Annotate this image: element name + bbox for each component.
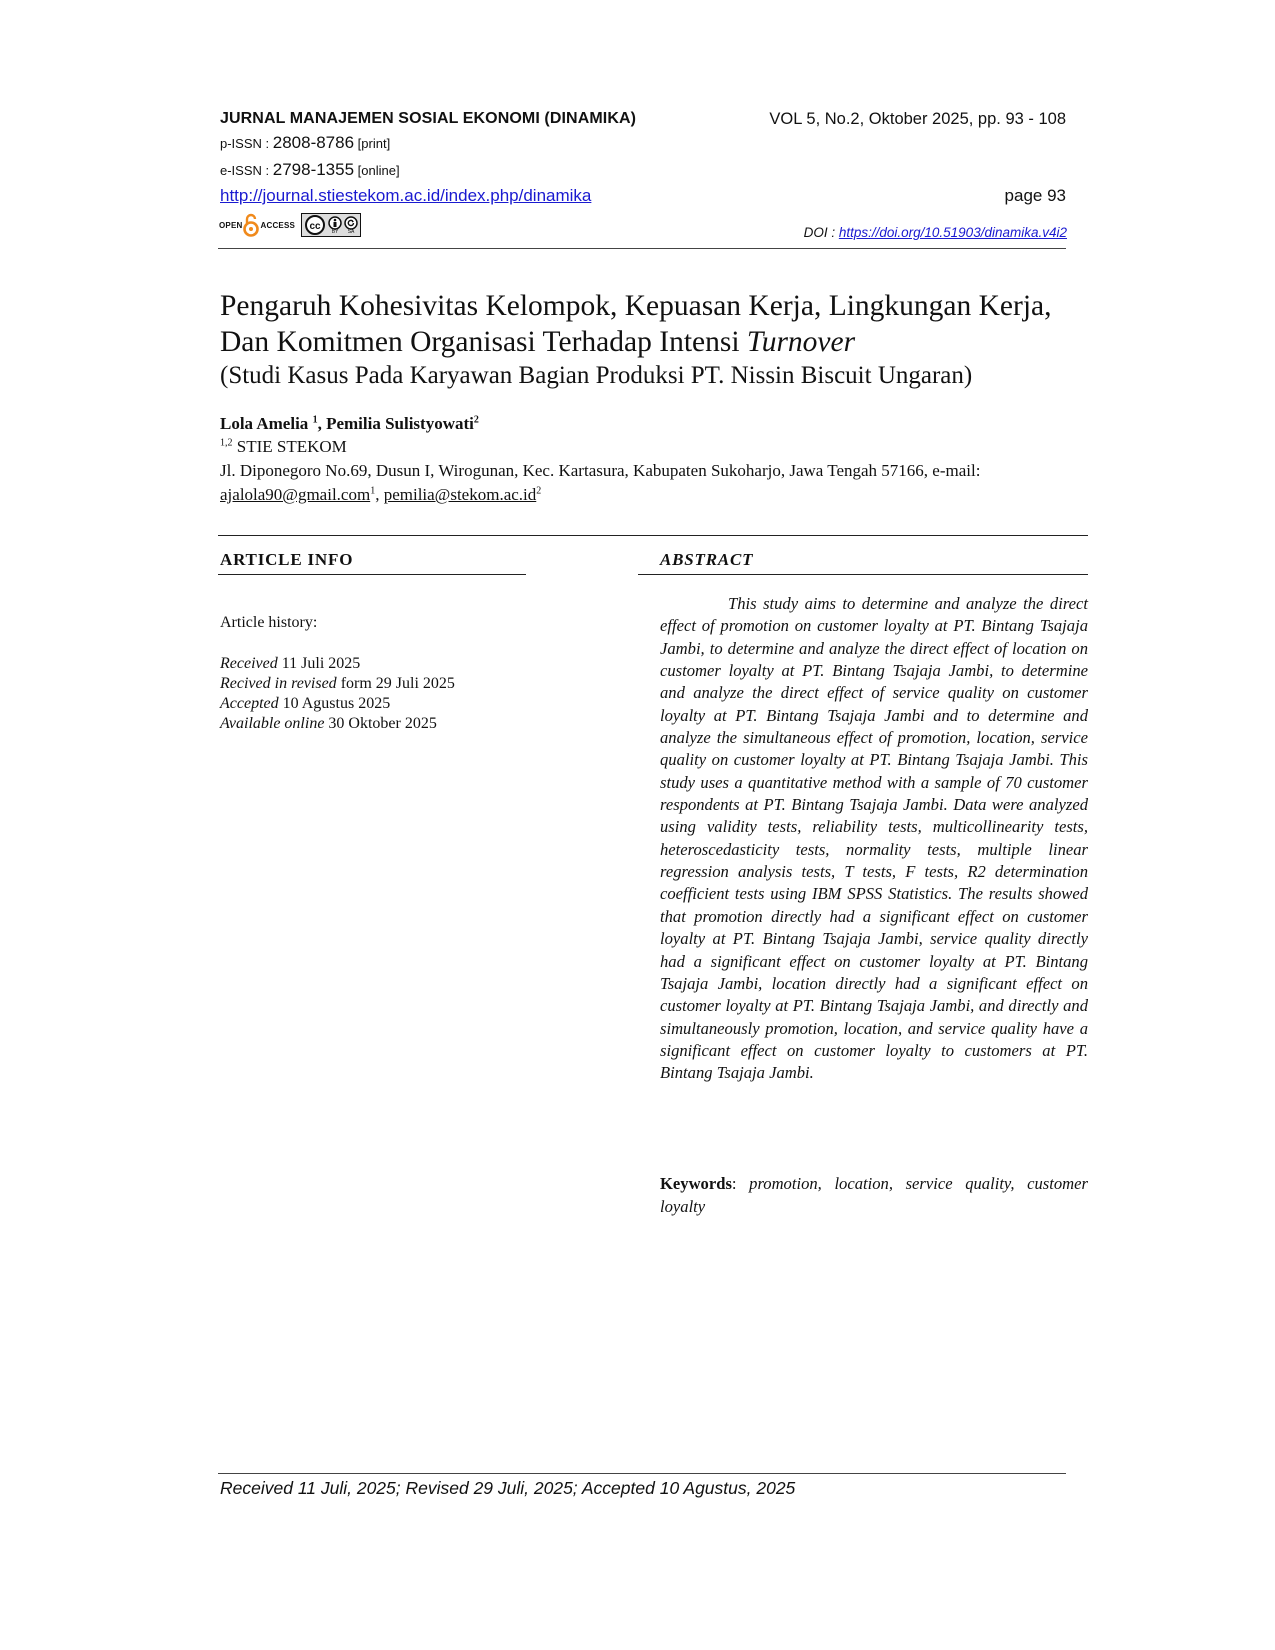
open-access-right-text: ACCESS [260, 220, 296, 230]
abstract-heading: ABSTRACT [660, 550, 754, 569]
doi-line [804, 225, 1067, 240]
history-item [220, 714, 455, 734]
keywords-separator: : [731, 1174, 750, 1193]
header-divider [218, 248, 1066, 249]
history-item-value: form 29 Juli 2025 [336, 675, 455, 692]
pissn-line [220, 133, 390, 153]
open-access-logo[interactable] [219, 213, 295, 237]
address-text: Jl. Diponegoro No.69, Dusun I, Wirogunan, Kec. Kartasura, Kabupaten Sukoharjo, Jawa Tengah 57166, e-mail: [220, 461, 981, 480]
eissn-type: [online] [354, 163, 400, 178]
license-badges [219, 211, 361, 239]
pissn-type: [print] [354, 136, 391, 151]
history-item-label: Available online [220, 715, 325, 732]
abstract-text: This study aims to determine and analyze the direct effect of promotion on customer loyalty at PT. Bintang Tsajaja Jambi, to determine and analyze the direct effect of location on customer loyalty at PT. Bintang Tsajaja Jambi, to determine and analyze the direct effect of service quality on customer loyalty at PT. Bintang Tsajaja Jambi and to determine and analyze the simultaneous effect of promotion, location, service quality on customer loyalty at PT. Bintang Tsajaja Jambi. This study uses a quantitative method with a sample of 70 customer respondents at PT. Bintang Tsajaja Jambi. Data were analyzed using validity tests, reliability tests, multicollinearity tests, heteroscedasticity tests, normality tests, multiple linear regression analysis tests, T tests, F tests, R2 determination coefficient tests using IBM SPSS Statistics. The results showed that promotion directly had a significant effect on customer loyalty at PT. Bintang Tsajaja Jambi, service quality directly had a significant effect on customer loyalty at PT. Bintang Tsajaja Jambi, location directly had a significant effect on customer loyalty at PT. Bintang Tsajaja Jambi, and directly and simultaneously promotion, location, and service quality have a significant effect on customer loyalty to customers at PT. Bintang Tsajaja Jambi. [660, 594, 1088, 1083]
article-title-main: Pengaruh Kohesivitas Kelompok, Kepuasan Kerja, Lingkungan Kerja, Dan Komitmen Organisasi Terhadap Intensi [220, 290, 1052, 358]
eissn-line [220, 160, 400, 180]
article-info-divider [218, 574, 526, 575]
history-item-value: 10 Agustus 2025 [278, 695, 391, 712]
affiliation [220, 437, 347, 457]
pissn-label: p-ISSN : [220, 136, 273, 151]
article-history-label: Article history: [220, 614, 318, 631]
volume-info: VOL 5, No.2, Oktober 2025, pp. 93 - 108 [769, 110, 1066, 128]
eissn-number: 2798-1355 [272, 160, 355, 179]
article-history-list [220, 654, 455, 734]
email-1-sup: 1 [370, 485, 376, 497]
email-1-link[interactable]: ajalola90@gmail.com [220, 485, 371, 504]
keywords-text: promotion, location, service quality, customer loyalty [660, 1174, 1088, 1216]
history-item-label: Received [220, 655, 278, 672]
cc-sa-block [344, 216, 358, 235]
svg-text:cc: cc [309, 221, 321, 232]
article-title [220, 288, 1080, 360]
creative-commons-icon [304, 215, 326, 235]
author-1: Lola Amelia [220, 414, 313, 433]
journal-name: JURNAL MANAJEMEN SOSIAL EKONOMI (DINAMIKA) [220, 110, 637, 127]
history-item-value: 11 Juli 2025 [277, 655, 361, 672]
footer-dates: Received 11 Juli, 2025; Revised 29 Juli, 2025; Accepted 10 Agustus, 2025 [220, 1478, 796, 1498]
journal-url-link[interactable]: http://journal.stiestekom.ac.id/index.php/dinamika [220, 186, 592, 205]
footer-divider [218, 1473, 1066, 1474]
abstract-body [660, 593, 1088, 1085]
open-lock-icon [243, 213, 259, 237]
authors [220, 414, 479, 434]
cc-by-label: BY [331, 228, 339, 235]
doi-label: DOI : [803, 225, 839, 240]
article-subtitle: (Studi Kasus Pada Karyawan Bagian Produksi PT. Nissin Biscuit Ungaran) [220, 362, 973, 389]
attribution-icon [328, 216, 342, 230]
article-info-heading: ARTICLE INFO [220, 550, 354, 569]
cc-by-block [328, 216, 342, 235]
open-access-left-text: OPEN [219, 220, 243, 230]
eissn-label: e-ISSN : [220, 163, 273, 178]
affiliation-sup: 1,2 [220, 437, 233, 449]
keywords-label: Keywords [660, 1174, 732, 1193]
section-top-divider [218, 535, 1088, 536]
address [220, 459, 1080, 507]
share-alike-icon [344, 216, 358, 230]
author-2: , Pemilia Sulistyowati [317, 414, 474, 433]
article-title-italic: Turnover [746, 326, 856, 358]
author-1-sup: 1 [312, 414, 318, 426]
cc-sa-label: SA [347, 228, 355, 235]
history-item [220, 694, 455, 714]
author-2-sup: 2 [473, 414, 479, 426]
cc-by-sa-badge[interactable] [301, 213, 361, 237]
page-number: page 93 [1004, 186, 1066, 205]
email-2-sup: 2 [536, 485, 542, 497]
pissn-number: 2808-8786 [272, 133, 355, 152]
history-item-value: 30 Oktober 2025 [324, 715, 437, 732]
affiliation-name: STIE STEKOM [232, 437, 347, 456]
history-item-label: Recived in revised [220, 675, 337, 692]
email-2-link[interactable]: pemilia@stekom.ac.id [383, 485, 537, 504]
email-separator: , [375, 485, 384, 504]
history-item [220, 654, 455, 674]
history-item-label: Accepted [220, 695, 279, 712]
keywords [660, 1172, 1088, 1218]
abstract-divider [638, 574, 1088, 575]
doi-link[interactable]: https://doi.org/10.51903/dinamika.v4i2 [838, 225, 1067, 240]
history-item [220, 674, 455, 694]
